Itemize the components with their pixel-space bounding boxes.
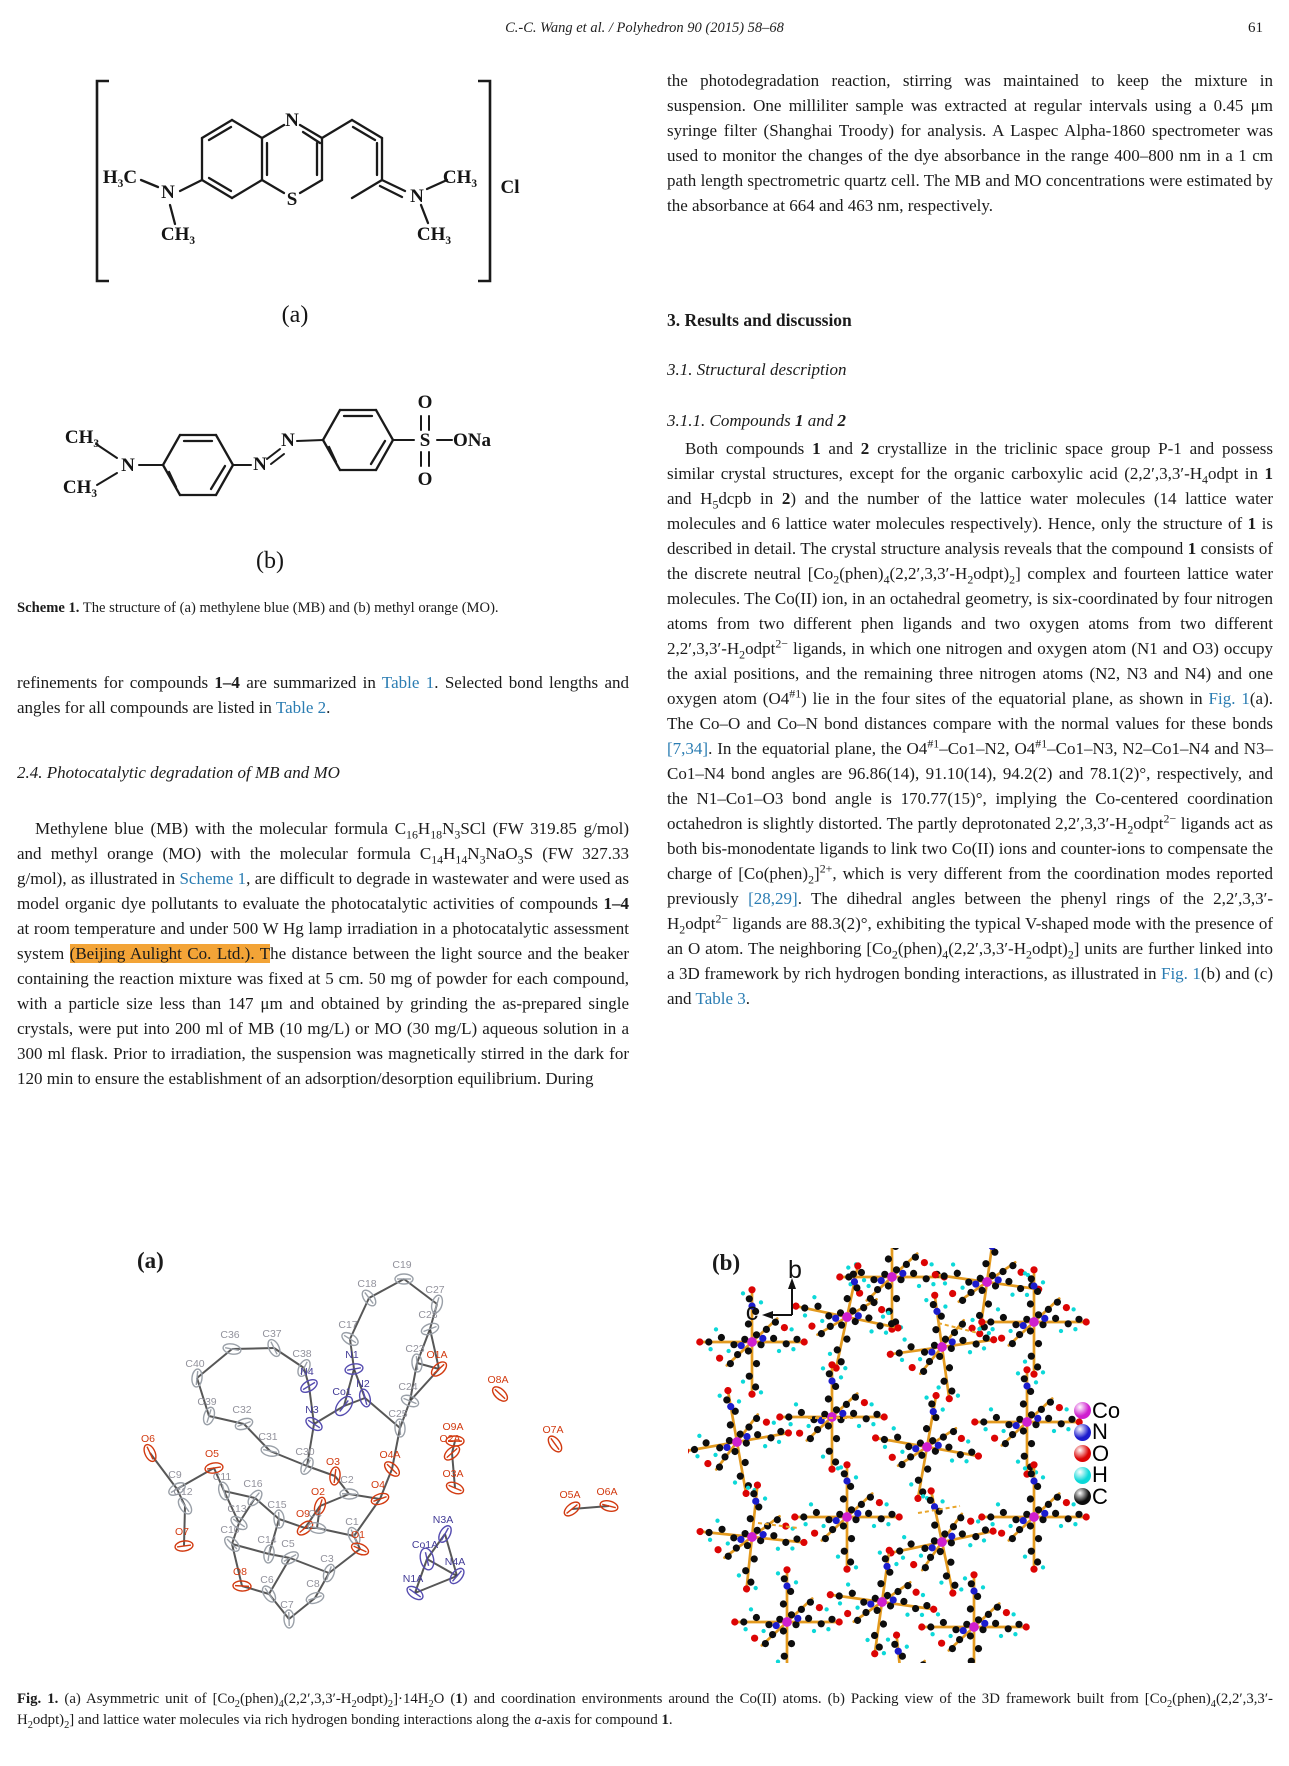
atom-label-C14: C14 (257, 1534, 277, 1546)
atom-or-axis-label: (b) (256, 548, 284, 574)
atom-or-axis-label: c (745, 1298, 759, 1326)
atom-label-C16: C16 (243, 1478, 263, 1490)
running-head: C.-C. Wang et al. / Polyhedron 90 (2015) 58–68 (505, 20, 784, 36)
atom-label-O2A: O2A (439, 1433, 461, 1445)
atom-label-C1: C1 (345, 1516, 359, 1528)
atom-label-C39: C39 (197, 1396, 217, 1408)
legend-label: N (1092, 1419, 1108, 1445)
atom-label-C40: C40 (185, 1358, 205, 1370)
atom-label-O9A: O9A (442, 1421, 464, 1433)
atom-or-axis-label: CH₃ (64, 427, 100, 448)
atom-or-axis-label: O (417, 469, 433, 490)
atom-label-N1: N1 (345, 1349, 359, 1361)
legend-ball-icon (1074, 1445, 1091, 1462)
atom-label-O5: O5 (204, 1448, 220, 1460)
atom-or-axis-label: CH₃ (160, 224, 196, 245)
right-bracket (478, 81, 490, 281)
atom-label-C2: C2 (340, 1474, 354, 1486)
atom-or-axis-label: N (121, 455, 135, 476)
figure1b-label: (b) (712, 1250, 741, 1275)
atom-label-C28: C28 (418, 1309, 438, 1321)
atom-label-C15: C15 (267, 1499, 287, 1511)
atom-label-C36: C36 (220, 1329, 240, 1341)
atom-label-Co1: Co1 (332, 1386, 352, 1398)
paragraph-refinements: refinements for compounds 1–4 are summarized in Table 1. Selected bond lengths and angles for all compounds are listed in Table 2. (17, 673, 629, 717)
atom-label-C7: C7 (280, 1599, 294, 1611)
link-table-1[interactable]: Table 1 (381, 673, 435, 692)
atom-label-Co1A: Co1A (411, 1539, 439, 1551)
atom-label-O6A: O6A (596, 1486, 618, 1498)
paragraph-photocatalytic-degradation: Methylene blue (MB) with the molecular formula $C_{16}H_{18}N_3SCl$ (FW 319.85 g/mol) and methyl orange (MO) with the molecular formula $C_{14}H_{14}N_3NaO_3S$ (FW 327.33 g/mol), as illustrated in Scheme 1, are difficult to degrade in wastewater and were used as model organic dye pollutants to evaluate the photocatalytic activities of compounds 1–4 at room temperature and under 500 W Hg lamp irradiation in a photocatalytic assessment system (Beijing Aulight Co. Ltd.). The distance between the light source and the beaker containing the reaction mixture was fixed at 5 cm. 50 mg of powder for each compound, with a particle size less than 147 μm and obtained by grinding the as-prepared single crystals, were put into 200 ml of MB (10 mg/L) or MO (30 mg/L) aqueous solution in a 300 ml flask. Prior to irradiation, the suspension was magnetically stirred in the dark for 120 min to ensure the establishment of an adsorption/desorption equilibrium. During (17, 819, 629, 1088)
figure1a-label: (a) (137, 1248, 164, 1273)
atom-label-N1A: N1A (402, 1573, 424, 1585)
page-number: 61 (1248, 20, 1263, 36)
legend-item-c (1074, 1483, 1120, 1509)
atom-label-C37: C37 (262, 1328, 282, 1340)
legend-label: C (1092, 1483, 1108, 1509)
atom-label-C32: C32 (232, 1404, 252, 1416)
atom-or-axis-label: ONa (453, 430, 491, 451)
atom-label-C31: C31 (258, 1431, 278, 1443)
atom-label-C9: C9 (168, 1469, 182, 1481)
atom-or-axis-label: N (161, 182, 175, 203)
atom-label-C17: C17 (338, 1319, 358, 1331)
link-fig-1a[interactable]: Fig. 1 (1208, 689, 1250, 708)
atom-label-C12: C12 (173, 1486, 193, 1498)
atom-label-C25: C25 (388, 1408, 408, 1420)
atom-label-C6: C6 (260, 1574, 274, 1586)
atom-label-N3A: N3A (432, 1514, 454, 1526)
atom-label-O8: O8 (232, 1566, 248, 1578)
atom-or-axis-label: CH₃ (416, 224, 452, 245)
axis-arrows (762, 1278, 796, 1319)
atom-label-C4: C4 (308, 1508, 322, 1520)
atom-label-O5A: O5A (559, 1489, 581, 1501)
atom-label-O7: O7 (174, 1526, 190, 1538)
atom-label-N4A: N4A (444, 1556, 466, 1568)
scheme1-caption: Scheme 1. The structure of (a) methylene blue (MB) and (b) methyl orange (MO). (17, 600, 499, 616)
section-heading-3-1-1: 3.1.1. Compounds 1 and 2 (667, 411, 846, 430)
atom-label-N3: N3 (305, 1404, 319, 1416)
atom-label-O3A: O3A (442, 1468, 464, 1480)
atom-or-axis-label: H₃C (102, 167, 138, 188)
paragraph-photodegradation-continuation: the photodegradation reaction, stirring was maintained to keep the mixture in suspension. One milliliter sample was extracted at regular intervals using a 0.45 μm syringe filter (Shanghai Troody) for analysis. A Laspec Alpha-1860 spectrometer was used to monitor the changes of the dye absorbance in the range 400–800 nm in a 1 cm path length spectrometric quartz cell. The MB and MO concentrations were estimated by the absorbance at 664 and 463 nm, respectively. (667, 71, 1273, 215)
atom-label-C11: C11 (212, 1471, 232, 1483)
methyl-orange-bonds (96, 410, 452, 495)
atom-label-C27: C27 (425, 1284, 445, 1296)
atom-or-axis-label: O (417, 392, 433, 413)
legend-label: H (1092, 1462, 1108, 1488)
atom-label-O4A: O4A (379, 1449, 401, 1461)
scheme1-methyl-orange-structure (20, 368, 620, 593)
atom-or-axis-label: (a) (281, 302, 309, 328)
atom-label-C5: C5 (281, 1538, 295, 1550)
scheme1-methylene-blue-structure (60, 58, 580, 340)
legend-ball-icon (1074, 1402, 1091, 1419)
atom-label-O1A: O1A (426, 1349, 448, 1361)
atom-label-O9: O9 (295, 1508, 311, 1520)
mo-atom-labels (63, 392, 492, 574)
atom-or-axis-label: N (410, 186, 424, 207)
highlighted-text: (Beijing Aulight Co. Ltd.). T (69, 944, 271, 963)
atom-label-C24: C24 (398, 1381, 418, 1393)
atom-label-C30: C30 (295, 1446, 315, 1458)
legend-ball-icon (1074, 1467, 1091, 1484)
figure1-caption: Fig. 1. (a) Asymmetric unit of $[Co_2(phen)_4(2,2',3,3'-H_2odpt)_2]\cdot 14H_2O$ (1) and coordination environments around the Co(II) atoms. (b) Packing view of the 3D framework built from $[Co_2(phen)_4(2,2',3,3'-H_2odpt)_2]$ and lattice water molecules via rich hydrogen bonding interactions along the a-axis for compound 1. (17, 1691, 1273, 1731)
atom-label-N4: N4 (300, 1366, 314, 1378)
section-heading-2-4: 2.4. Photocatalytic degradation of MB and MO (17, 763, 340, 782)
legend-label: O (1092, 1440, 1110, 1466)
atom-label-O3: O3 (325, 1456, 341, 1468)
link-fig-1bc[interactable]: Fig. 1 (1161, 964, 1201, 983)
atom-label-C8: C8 (306, 1578, 320, 1590)
link-table-3[interactable]: Table 3 (695, 989, 746, 1008)
atom-label-N2: N2 (356, 1378, 370, 1390)
legend-ball-icon (1074, 1424, 1091, 1441)
figure1a-ortep-diagram (90, 1248, 690, 1673)
atom-label-C18: C18 (357, 1278, 377, 1290)
atom-or-axis-label: N (285, 110, 299, 131)
link-ref-7-34[interactable]: [7,34] (667, 739, 709, 758)
atom-or-axis-label: Cl (500, 177, 520, 198)
atom-or-axis-label: CH₃ (62, 477, 98, 498)
atom-label-C3: C3 (320, 1553, 334, 1565)
atom-label-C38: C38 (292, 1348, 312, 1360)
figure1b-packing-diagram (688, 1248, 1090, 1663)
atom-or-axis-label: S (419, 430, 431, 451)
legend-ball-icon (1074, 1488, 1091, 1505)
atom-or-axis-label: N (253, 454, 267, 475)
mb-atom-labels (103, 110, 520, 328)
ortep-atoms (141, 1259, 619, 1628)
atom-or-axis-label: b (788, 1256, 802, 1284)
atom-label-O7A: O7A (542, 1424, 564, 1436)
atom-label-O4: O4 (370, 1479, 386, 1491)
link-scheme-1[interactable]: Scheme 1 (179, 869, 247, 888)
atom-label-C19: C19 (392, 1259, 412, 1271)
atom-label-C23: C23 (405, 1343, 425, 1355)
link-ref-28-29[interactable]: [28,29] (748, 889, 798, 908)
atom-or-axis-label: N (281, 430, 295, 451)
section-heading-3-1: 3.1. Structural description (667, 360, 847, 379)
atom-label-C13: C13 (227, 1503, 247, 1515)
atom-label-O2: O2 (310, 1486, 326, 1498)
atom-label-O1: O1 (350, 1529, 366, 1541)
legend-label: Co (1092, 1397, 1121, 1423)
paragraph-structural-description: Both compounds 1 and 2 crystallize in the triclinic space group P-1 and possess similar crystal structures, except for the organic carboxylic acid ($2,2',3,3'-H_4odpt$ in 1 and $H_5dcpb$ in 2) and the number of the lattice water molecules (14 lattice water molecules and 6 lattice water molecules respectively). Hence, only the structure of 1 is described in detail. The crystal structure analysis reveals that the compound 1 consists of the discrete neutral $[Co_2(phen)_4(2,2',3,3'-H_2odpt)_2]$ complex and fourteen lattice water molecules. The Co(II) ion, in an octahedral geometry, is six-coordinated by four nitrogen atoms from two different phen ligands and two oxygen atoms from two different $2,2',3,3'-H_2odpt^{2-}$ ligands, in which one nitrogen and oxygen atom (N1 and O3) occupy the axial positions, and the remaining three nitrogen atoms (N2, N3 and N4) and one oxygen atom (O4$^{\#1}$) lie in the four sites of the equatorial plane, as shown in Fig. 1(a). The Co–O and Co–N bond distances compare with the normal values for these bonds [7,34]. In the equatorial plane, the O4$^{\#1}$–Co1–N2, O4$^{\#1}$–Co1–N3, N2–Co1–N4 and N3–Co1–N4 bond angles are 96.86(14), 91.10(14), 94.2(2) and 78.1(2)°, respectively, and the N1–Co1–O3 bond angle is 170.77(15)°, implying the Co-centered coordination octahedron is slightly distorted. The partly deprotonated $2,2',3,3'-H_2odpt^{2-}$ ligands act as both bis-monodentate ligands to link two Co(II) ions and counter-ions to compensate the charge of $[Co(phen)_2]^{2+}$, which is very different from the coordination modes reported previously [28,29]. The dihedral angles between the phenyl rings of the $2,2',3,3'-H_2odpt^{2-}$ ligands are 88.3(2)°, exhibiting the typical V-shaped mode with the presence of an O atom. The neighboring $[Co_2(phen)_4(2,2',3,3'-H_2odpt)_2]$ units are further linked into a 3D framework by rich hydrogen bonding interactions, as illustrated in Fig. 1(b) and (c) and Table 3. (667, 439, 1274, 1008)
section-heading-3: 3. Results and discussion (667, 310, 852, 330)
atom-label-O6: O6 (140, 1433, 156, 1445)
link-table-2[interactable]: Table 2 (275, 698, 327, 717)
atom-label-C10: C10 (220, 1524, 240, 1536)
atom-or-axis-label: S (286, 189, 298, 210)
atom-label-O8A: O8A (487, 1374, 509, 1386)
atom-or-axis-label: CH₃ (442, 167, 478, 188)
figure1b-legend (1074, 1397, 1121, 1509)
